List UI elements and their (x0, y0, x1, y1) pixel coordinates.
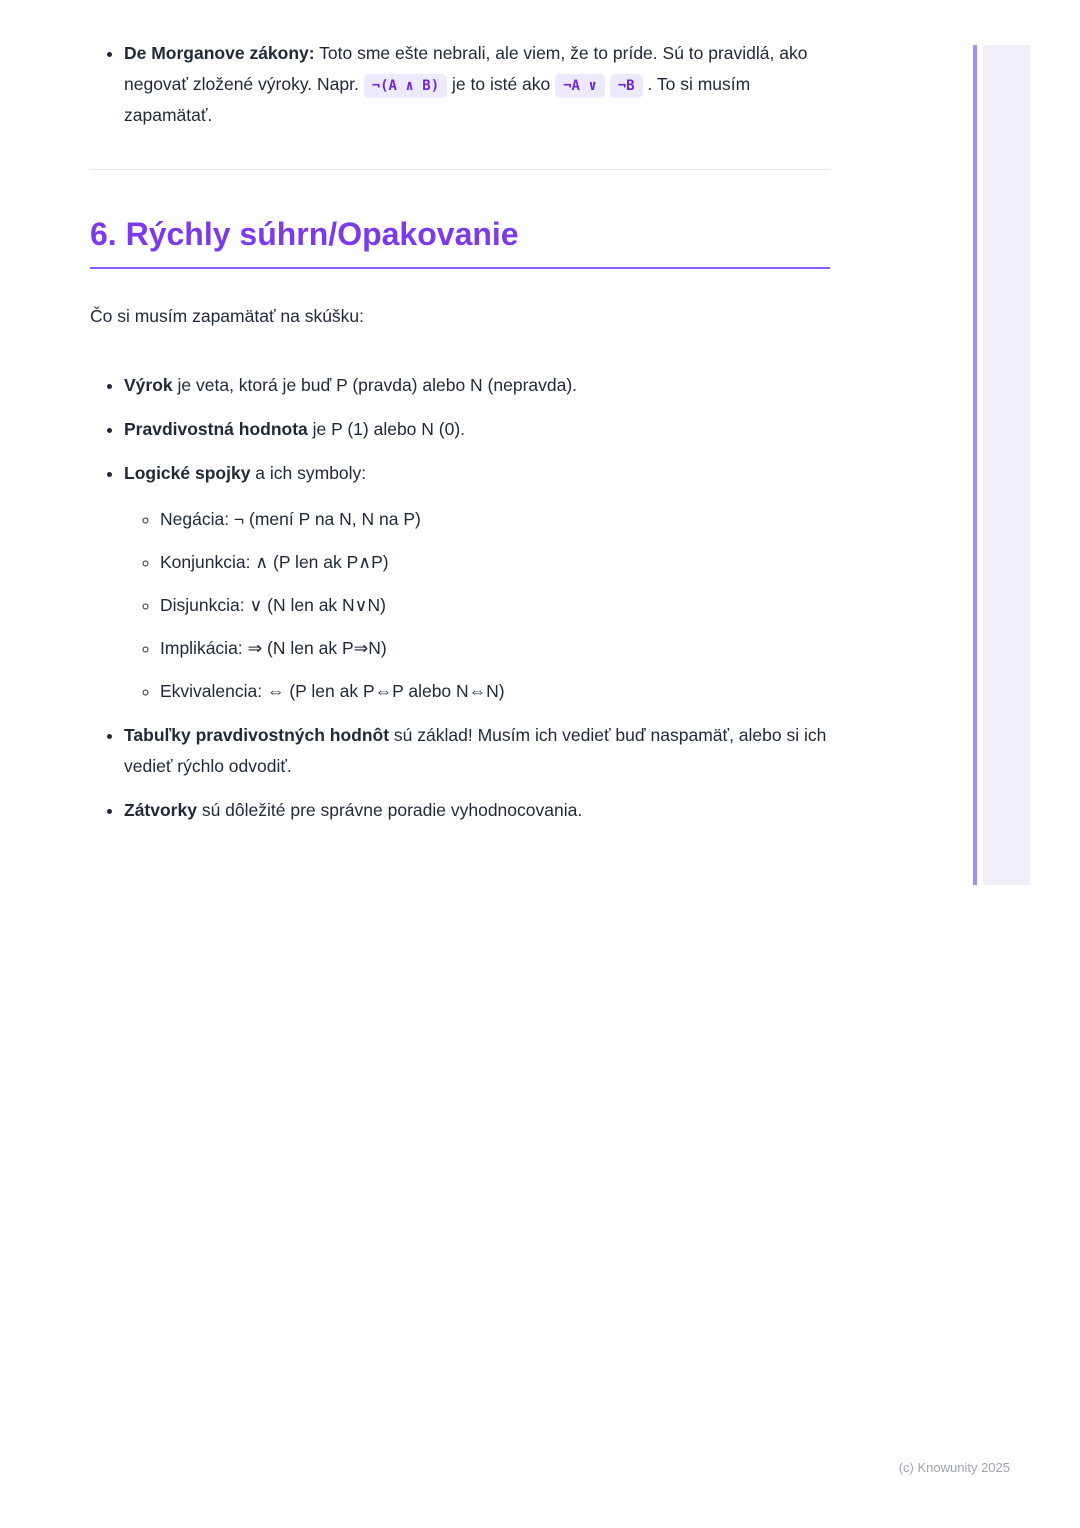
side-accent-line (973, 45, 977, 885)
sublist-item-negacia: ◦ Negácia: ¬ (mení P na N, N na P) (160, 504, 830, 535)
document-content (90, 38, 830, 839)
summary-list (90, 370, 830, 826)
code-chip-not-a-and-b: ¬(A ∧ B) (364, 74, 447, 98)
code-chip-not-b: ¬B (610, 74, 643, 98)
bullet-rest-text: a ich symboly: (250, 463, 367, 483)
bullet-bold-text: Výrok (124, 375, 173, 395)
bullet-bold-text: Tabuľky pravdivostných hodnôt (124, 725, 390, 745)
list-item-vyrok (124, 370, 830, 401)
bullet-bold-text: Pravdivostná hodnota (124, 419, 308, 439)
list-item-pravdivostna-hodnota (124, 414, 830, 445)
demorgan-bold-text: De Morganove zákony: (124, 43, 315, 63)
intro-paragraph: Čo si musím zapamätať na skúšku: (90, 306, 365, 326)
bullet-rest-text: je P (1) alebo N (0). (307, 419, 466, 439)
connectives-sublist (124, 504, 830, 707)
copyright-footer: (c) Knowunity 2025 (898, 1460, 1010, 1475)
demorgan-list (90, 38, 830, 131)
heading-underline-rule (90, 267, 830, 269)
sublist-item-ekvivalencia: ◦ Ekvivalencia: ⇔ (P len ak P⇔P alebo N⇔N) (160, 676, 830, 707)
side-highlight-panel (983, 45, 1030, 885)
demorgan-text-1: Toto sme ešte nebrali, ale viem, že to príde. Sú to pravidlá, ako negovať zložené výroky. Napr. (124, 43, 808, 94)
list-item-demorgan (124, 38, 830, 131)
bullet-bold-text: Logické spojky (124, 463, 251, 483)
bullet-rest-text: je veta, ktorá je buď P (pravda) alebo N (nepravda). (172, 375, 578, 395)
code-chip-not-a-or: ¬A ∨ (555, 74, 605, 98)
bullet-rest-text: sú základ! Musím ich vedieť buď naspamäť, alebo si ich vedieť rýchlo odvodiť. (124, 725, 827, 776)
demorgan-text-2: je to isté ako (447, 74, 556, 94)
sublist-item-disjunkcia: ◦ Disjunkcia: ∨ (N len ak N∨N) (160, 590, 830, 621)
sublist-item-konjunkcia: ◦ Konjunkcia: ∧ (P len ak P∧P) (160, 547, 830, 578)
bullet-rest-text: sú dôležité pre správne poradie vyhodnocovania. (196, 800, 583, 820)
sublist-item-implikacia: ◦ Implikácia: ⇒ (N len ak P⇒N) (160, 633, 830, 664)
demorgan-text-3: . To si musím zapamätať. (124, 74, 751, 125)
section-divider (90, 169, 830, 170)
bullet-bold-text: Zátvorky (124, 800, 197, 820)
list-item-tabulky (124, 720, 830, 782)
list-item-logicke-spojky (124, 458, 830, 707)
section-heading: 6. Rýchly súhrn/Opakovanie (90, 216, 519, 252)
list-item-zatvorky (124, 795, 830, 826)
